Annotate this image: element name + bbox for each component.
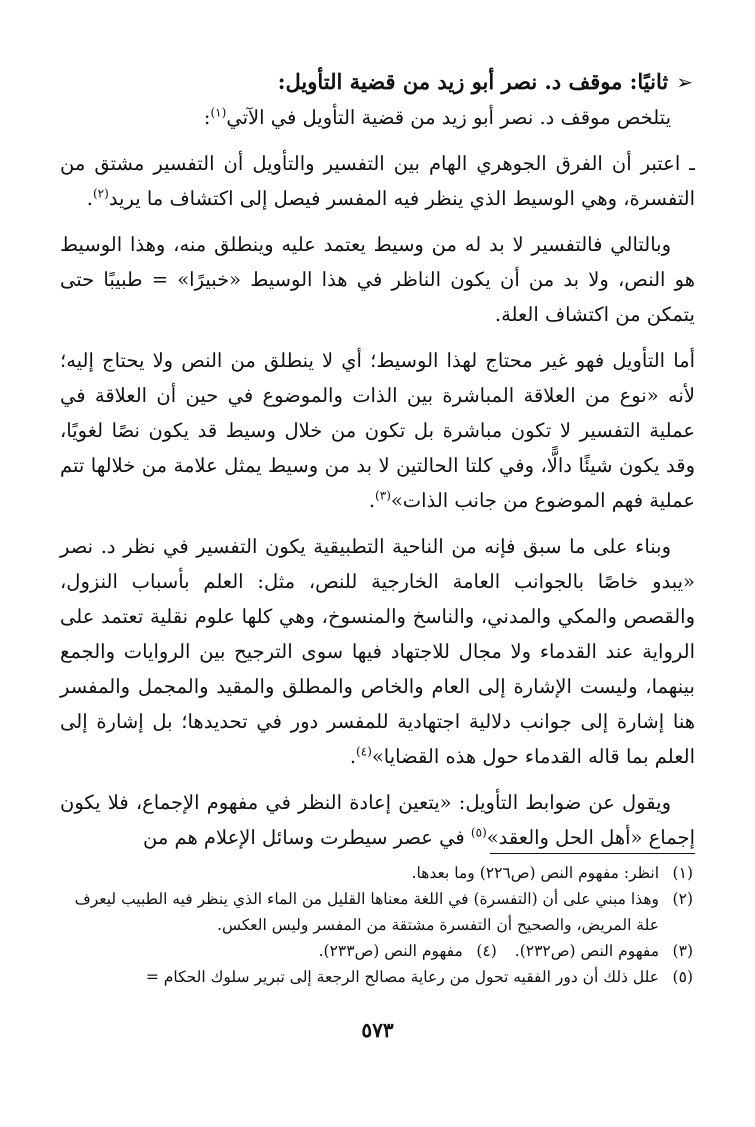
footnote-ref: (٣)	[375, 488, 391, 503]
paragraph-text: ـ اعتبر أن الفرق الجوهري الهام بين التفسير والتأويل أن التفسير مشتق من التفسرة، وهي الوسيط الذي ينظر فيه المفسر فيصل إلى اكتشاف ما يريد	[60, 152, 695, 210]
arrow-bullet-icon: ➢	[676, 70, 693, 94]
paragraph-tail: .	[349, 745, 357, 768]
footnote-item	[60, 860, 693, 886]
footnote-item	[60, 886, 693, 938]
footnote-divider	[490, 853, 695, 854]
footnote-text: انظر: مفهوم النص (ص٢٢٦) وما بعدها.	[411, 864, 659, 882]
footnote-number: (٥)	[672, 968, 693, 986]
paragraph-text: وبالتالي فالتفسير لا بد له من وسيط يعتمد عليه وينطلق منه، وهذا الوسيط هو النص، ولا بد من أن يكون الناظر في هذا الوسيط «خبيرًا» = طبيبًا حتى يتمكن من اكتشاف العلة.	[60, 233, 695, 326]
paragraph-application	[60, 529, 695, 774]
footnote-ref: (٥)	[470, 825, 487, 840]
section-heading-text: ثانيًا: موقف د. نصر أبو زيد من قضية التأويل:	[277, 69, 669, 94]
footnote-text: مفهوم النص (ص٢٣٣).	[318, 942, 463, 960]
footnote-item	[515, 938, 693, 964]
paragraph-controls	[60, 785, 695, 855]
footnote-item	[319, 938, 497, 964]
footnote-item-pair	[60, 938, 693, 964]
footnote-ref: (٢)	[92, 186, 109, 201]
footnote-text: مفهوم النص (ص٢٣٢).	[514, 942, 659, 960]
footnote-text: علل ذلك أن دور الفقيه تحول من رعاية مصالح الرجعة إلى تبرير سلوك الحكام =	[145, 968, 659, 986]
paragraph-text: يتلخص موقف د. نصر أبو زيد من قضية التأويل في الآتي	[226, 106, 671, 129]
footnote-number: (٤)	[476, 942, 497, 960]
page-number: ٥٧٣	[361, 1018, 394, 1042]
footnote-ref: (١)	[210, 105, 227, 120]
footnote-number: (١)	[672, 864, 693, 882]
paragraph-intro	[60, 100, 695, 135]
footnote-item	[60, 964, 693, 990]
paragraph-text: وبناء على ما سبق فإنه من الناحية التطبيقية يكون التفسير في نظر د. نصر «يبدو خاصًا بالجوانب العامة الخارجية للنص، مثل: العلم بأسباب النزول، والقصص والمكي والمدني، والناسخ والمنسوخ، وهي كلها علوم نقلية تعتمد على الرواية عند القدماء ولا مجال للاجتهاد فيها سوى الترجيح بين الروايات والجمع بينهما، وليست الإشارة إلى العام والخاص والمطلق والمقيد والمجمل والمفسر هنا إشارة إلى جوانب دلالية اجتهادية للمفسر دور في تحديدها؛ بل إشارة إلى العلم بما قاله القدماء حول هذه القضايا»	[60, 535, 695, 768]
body-text	[60, 100, 695, 866]
footnote-number: (٢)	[672, 890, 693, 908]
paragraph-consequence	[60, 227, 695, 332]
paragraph-tail: .	[368, 489, 376, 512]
footnote-ref: (٤)	[356, 744, 372, 759]
footnote-text: وهذا مبني على أن (التفسرة) في اللغة معناها القليل من الماء الذي ينظر فيه الطبيب ليعرف علة المريض، والصحيح أن التفسرة مشتقة من المفسر وليس العكس.	[74, 890, 659, 934]
paragraph-text: أما التأويل فهو غير محتاج لهذا الوسيط؛ أي لا ينطلق من النص ولا يحتاج إليه؛ لأنه «نوع من العلاقة المباشرة بين الذات والموضوع في حين أن العلاقة في عملية التفسير لا تكون مباشرة بل تكون من خلال وسيط قد يكون نصًا لغويًا، وقد يكون شيئًا دالًّا، وفي كلتا الحالتين لا بد من وسيط يمثل علامة من خلالها تتم عملية فهم الموضوع من جانب الذات»	[60, 349, 695, 512]
footnote-number: (٣)	[672, 942, 693, 960]
paragraph-tail: في عصر سيطرت وسائل الإعلام هم من	[142, 826, 471, 849]
paragraph-text: ويقول عن ضوابط التأويل: «يتعين إعادة النظر في مفهوم الإجماع، فلا يكون إجماع «أهل الحل والعقد»	[60, 791, 695, 849]
paragraph-tail: .	[86, 187, 93, 210]
paragraph-point	[60, 146, 695, 216]
paragraph-tail: :	[203, 106, 211, 129]
footnotes	[60, 860, 693, 990]
paragraph-tawil	[60, 343, 695, 518]
section-heading	[60, 64, 693, 100]
